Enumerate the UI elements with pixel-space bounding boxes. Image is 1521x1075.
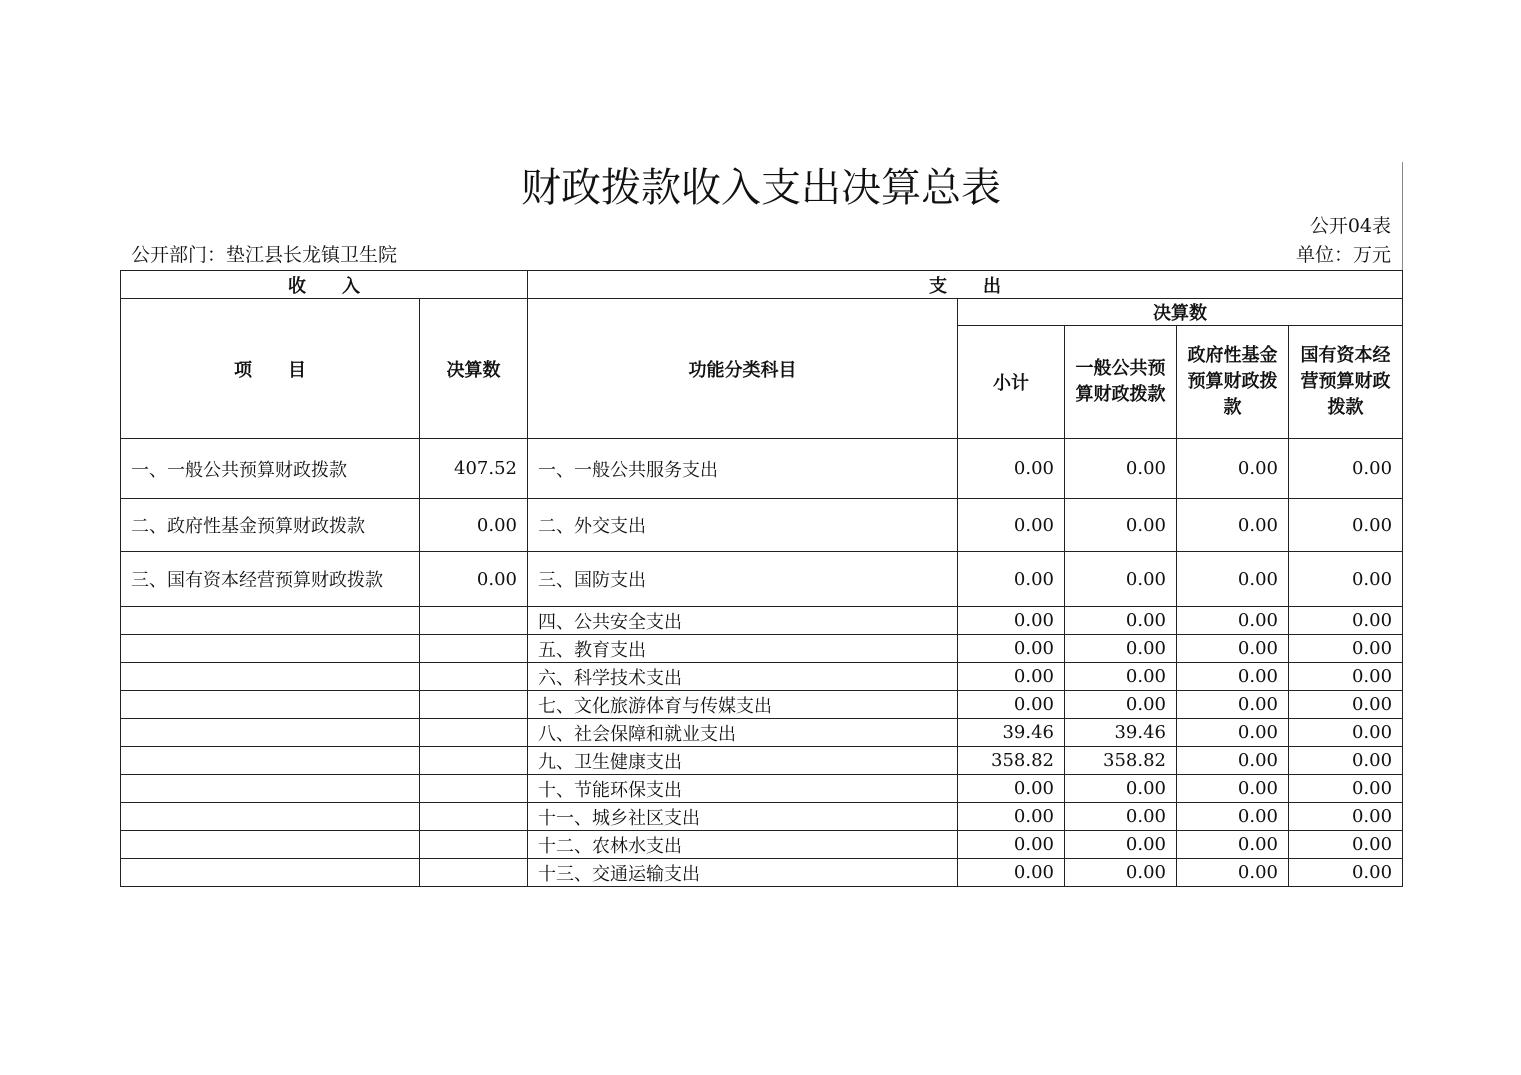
- income-item-cell: 二、政府性基金预算财政拨款: [121, 499, 420, 552]
- table-row: [121, 635, 1403, 663]
- income-item-cell: [121, 635, 420, 663]
- gov-fund-cell: 0.00: [1177, 747, 1289, 775]
- income-amount-cell: [420, 691, 528, 719]
- income-amount-cell: [420, 859, 528, 887]
- general-budget-cell: 0.00: [1065, 663, 1177, 691]
- subtotal-cell: 0.00: [958, 607, 1065, 635]
- gov-fund-cell: 0.00: [1177, 719, 1289, 747]
- gov-fund-cell: 0.00: [1177, 803, 1289, 831]
- income-amount-column-header: 决算数: [420, 299, 528, 439]
- state-asset-cell: 0.00: [1289, 552, 1403, 607]
- gov-fund-cell: 0.00: [1177, 831, 1289, 859]
- subtotal-cell: 0.00: [958, 859, 1065, 887]
- subtotal-cell: 0.00: [958, 691, 1065, 719]
- subtotal-cell: 0.00: [958, 552, 1065, 607]
- table-row: [121, 719, 1403, 747]
- subtotal-cell: 39.46: [958, 719, 1065, 747]
- item-column-header: 项 目: [121, 299, 420, 439]
- gov-fund-cell: 0.00: [1177, 635, 1289, 663]
- table-row: [121, 747, 1403, 775]
- income-amount-cell: [420, 831, 528, 859]
- income-amount-cell: [420, 663, 528, 691]
- gov-fund-cell: 0.00: [1177, 607, 1289, 635]
- subtotal-cell: 0.00: [958, 663, 1065, 691]
- income-item-cell: [121, 775, 420, 803]
- general-budget-cell: 0.00: [1065, 635, 1177, 663]
- income-amount-cell: 407.52: [420, 439, 528, 499]
- table-row: [121, 439, 1403, 499]
- state-asset-cell: 0.00: [1289, 439, 1403, 499]
- function-category-cell: 五、教育支出: [528, 635, 958, 663]
- income-section-header: 收 入: [121, 271, 528, 299]
- income-item-cell: [121, 663, 420, 691]
- page-title: 财政拨款收入支出决算总表: [521, 165, 1001, 211]
- table-row: [121, 691, 1403, 719]
- income-item-cell: [121, 803, 420, 831]
- subtotal-cell: 0.00: [958, 775, 1065, 803]
- income-amount-cell: [420, 635, 528, 663]
- table-row: [121, 663, 1403, 691]
- general-budget-cell: 0.00: [1065, 499, 1177, 552]
- state-asset-cell: 0.00: [1289, 499, 1403, 552]
- general-budget-cell: 0.00: [1065, 831, 1177, 859]
- general-budget-cell: 0.00: [1065, 552, 1177, 607]
- income-amount-cell: [420, 607, 528, 635]
- income-amount-cell: [420, 803, 528, 831]
- income-item-cell: [121, 859, 420, 887]
- general-budget-cell: 358.82: [1065, 747, 1177, 775]
- income-item-cell: [121, 607, 420, 635]
- state-asset-cell: 0.00: [1289, 831, 1403, 859]
- table-row: [121, 499, 1403, 552]
- general-budget-cell: 0.00: [1065, 691, 1177, 719]
- income-item-cell: 三、国有资本经营预算财政拨款: [121, 552, 420, 607]
- table-row: [121, 831, 1403, 859]
- fiscal-summary-table: [120, 270, 1403, 887]
- income-item-cell: [121, 719, 420, 747]
- page-edge-rule: [1402, 162, 1403, 270]
- income-amount-cell: [420, 719, 528, 747]
- general-budget-cell: 0.00: [1065, 439, 1177, 499]
- subtotal-cell: 0.00: [958, 499, 1065, 552]
- function-category-cell: 十三、交通运输支出: [528, 859, 958, 887]
- general-budget-cell: 0.00: [1065, 803, 1177, 831]
- income-item-cell: [121, 747, 420, 775]
- gov-fund-cell: 0.00: [1177, 439, 1289, 499]
- table-row: [121, 803, 1403, 831]
- state-asset-cell: 0.00: [1289, 719, 1403, 747]
- function-category-cell: 七、文化旅游体育与传媒支出: [528, 691, 958, 719]
- general-budget-cell: 0.00: [1065, 607, 1177, 635]
- income-amount-cell: 0.00: [420, 552, 528, 607]
- subtotal-column-header: 小计: [958, 326, 1065, 439]
- function-category-cell: 八、社会保障和就业支出: [528, 719, 958, 747]
- gov-fund-cell: 0.00: [1177, 663, 1289, 691]
- state-asset-column-header: 国有资本经营预算财政拨款: [1289, 326, 1403, 439]
- state-asset-cell: 0.00: [1289, 663, 1403, 691]
- subtotal-cell: 0.00: [958, 635, 1065, 663]
- gov-fund-cell: 0.00: [1177, 499, 1289, 552]
- state-asset-cell: 0.00: [1289, 803, 1403, 831]
- table-row: [121, 552, 1403, 607]
- unit-label: 单位：万元: [1295, 244, 1391, 266]
- general-budget-cell: 0.00: [1065, 775, 1177, 803]
- income-item-cell: [121, 831, 420, 859]
- gov-fund-cell: 0.00: [1177, 691, 1289, 719]
- state-asset-cell: 0.00: [1289, 635, 1403, 663]
- state-asset-cell: 0.00: [1289, 859, 1403, 887]
- function-category-cell: 六、科学技术支出: [528, 663, 958, 691]
- state-asset-cell: 0.00: [1289, 747, 1403, 775]
- income-item-cell: 一、一般公共预算财政拨款: [121, 439, 420, 499]
- subtotal-cell: 358.82: [958, 747, 1065, 775]
- table-row: [121, 607, 1403, 635]
- gov-fund-cell: 0.00: [1177, 552, 1289, 607]
- state-asset-cell: 0.00: [1289, 775, 1403, 803]
- function-category-cell: 三、国防支出: [528, 552, 958, 607]
- table-row: [121, 775, 1403, 803]
- table-row: [121, 859, 1403, 887]
- income-amount-cell: 0.00: [420, 499, 528, 552]
- function-category-column-header: 功能分类科目: [528, 299, 958, 439]
- function-category-cell: 十一、城乡社区支出: [528, 803, 958, 831]
- subtotal-cell: 0.00: [958, 831, 1065, 859]
- general-budget-column-header: 一般公共预算财政拨款: [1065, 326, 1177, 439]
- function-category-cell: 二、外交支出: [528, 499, 958, 552]
- gov-fund-cell: 0.00: [1177, 859, 1289, 887]
- subtotal-cell: 0.00: [958, 803, 1065, 831]
- income-item-cell: [121, 691, 420, 719]
- gov-fund-cell: 0.00: [1177, 775, 1289, 803]
- function-category-cell: 九、卫生健康支出: [528, 747, 958, 775]
- function-category-cell: 十、节能环保支出: [528, 775, 958, 803]
- form-number: 公开04表: [1309, 215, 1391, 237]
- subtotal-cell: 0.00: [958, 439, 1065, 499]
- state-asset-cell: 0.00: [1289, 691, 1403, 719]
- function-category-cell: 十二、农林水支出: [528, 831, 958, 859]
- general-budget-cell: 0.00: [1065, 859, 1177, 887]
- income-amount-cell: [420, 747, 528, 775]
- function-category-cell: 四、公共安全支出: [528, 607, 958, 635]
- function-category-cell: 一、一般公共服务支出: [528, 439, 958, 499]
- department-label: 公开部门：垫江县长龙镇卫生院: [131, 244, 398, 266]
- gov-fund-column-header: 政府性基金预算财政拨款: [1177, 326, 1289, 439]
- state-asset-cell: 0.00: [1289, 607, 1403, 635]
- expense-section-header: 支 出: [528, 271, 1403, 299]
- expense-amount-group-header: 决算数: [958, 299, 1403, 326]
- income-amount-cell: [420, 775, 528, 803]
- general-budget-cell: 39.46: [1065, 719, 1177, 747]
